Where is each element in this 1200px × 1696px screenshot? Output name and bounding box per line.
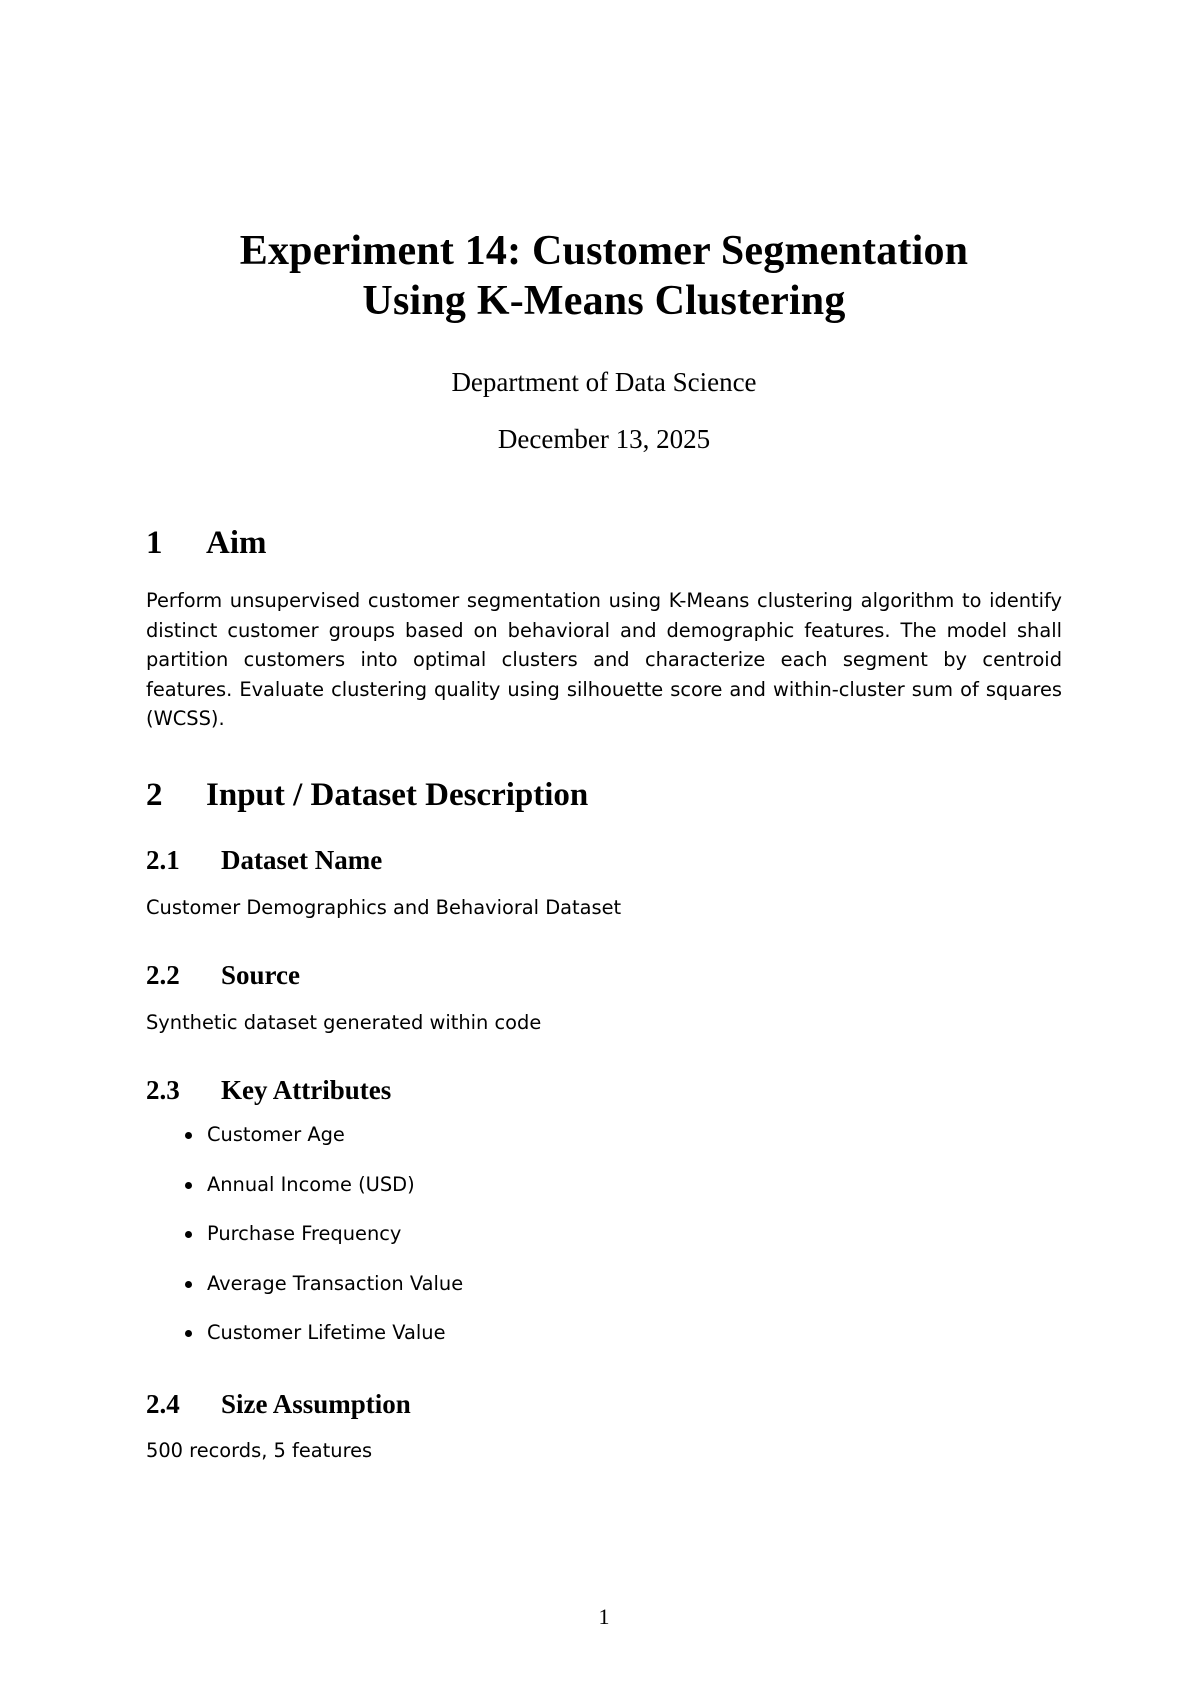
section-title: Input / Dataset Description — [206, 777, 589, 813]
subsection-number: 2.3 — [146, 1075, 180, 1105]
list-item-text: Purchase Frequency — [207, 1222, 402, 1245]
subsection-number: 2.1 — [146, 845, 180, 875]
bullet-icon — [185, 1132, 192, 1139]
subsection-title: Size Assumption — [221, 1389, 411, 1419]
author-affiliation: Department of Data Science — [451, 367, 757, 397]
bullet-icon — [185, 1182, 192, 1189]
subsection-heading-dataset-name — [146, 843, 382, 877]
section-heading-input — [146, 775, 588, 815]
list-item-text: Average Transaction Value — [207, 1271, 464, 1295]
bullet-icon — [185, 1231, 192, 1238]
subsection-title: Source — [221, 960, 300, 990]
list-item-text: Annual Income (USD) — [207, 1172, 415, 1196]
section-number: 2 — [146, 777, 163, 813]
title-line-2: Using K-Means Clustering — [362, 278, 846, 324]
subsection-number: 2.4 — [146, 1389, 180, 1419]
subsection-title: Key Attributes — [221, 1075, 392, 1105]
source-text: Synthetic dataset generated within code — [146, 1011, 542, 1034]
bullet-icon — [185, 1330, 192, 1337]
dataset-name-text: Customer Demographics and Behavioral Dataset — [146, 896, 622, 919]
document-date: December 13, 2025 — [497, 424, 711, 454]
section-title: Aim — [206, 525, 267, 561]
subsection-number: 2.2 — [146, 960, 180, 990]
subsection-heading-size-assumption — [146, 1387, 411, 1421]
section-number: 1 — [146, 525, 163, 561]
subsection-title: Dataset Name — [221, 845, 383, 875]
list-item-text: Customer Lifetime Value — [207, 1321, 446, 1344]
bullet-icon — [185, 1281, 192, 1288]
aim-paragraph: Perform unsupervised customer segmentation using K-Means clustering algorithm to identify distinct customer groups based on behavioral and demographic features. The model shall partition customers into optimal clusters and characterize each segment by centroid features. Evaluate clustering quality using silhouette score and within-cluster sum of squares (WCSS). — [146, 589, 1062, 730]
document-title — [146, 226, 1062, 326]
size-assumption-text: 500 records, 5 features — [146, 1439, 373, 1462]
list-item-text: Customer Age — [207, 1123, 345, 1146]
section-heading-aim — [146, 523, 267, 563]
page-number: 1 — [598, 1604, 610, 1629]
subsection-heading-source — [146, 958, 300, 992]
document-page — [146, 0, 1062, 1696]
title-line-1: Experiment 14: Customer Segmentation — [239, 228, 969, 274]
subsection-heading-key-attributes — [146, 1073, 391, 1107]
